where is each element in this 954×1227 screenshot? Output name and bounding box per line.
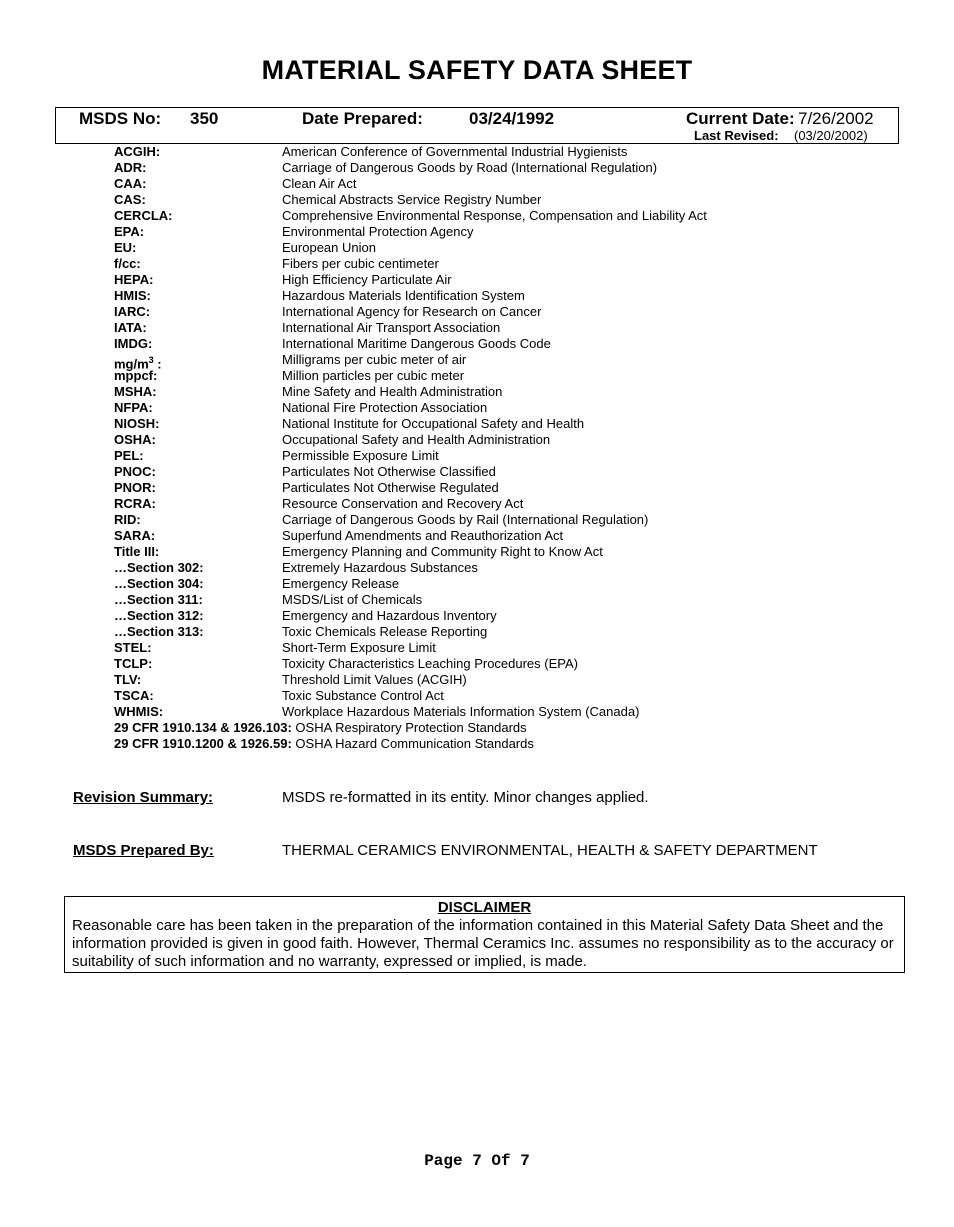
abbreviation-definition: Workplace Hazardous Materials Information System (Canada) [282, 704, 640, 719]
abbreviation-row [114, 544, 914, 560]
abbreviation-row [114, 656, 914, 672]
abbreviation-term: PEL: [114, 448, 144, 463]
msds-no-value: 350 [190, 109, 219, 128]
abbreviation-term: NFPA: [114, 400, 153, 415]
abbreviation-definition: Threshold Limit Values (ACGIH) [282, 672, 467, 687]
last-revised-value: (03/20/2002) [794, 128, 868, 143]
abbreviation-term: …Section 304: [114, 576, 204, 591]
abbreviation-definition: National Institute for Occupational Safety and Health [282, 416, 585, 431]
abbreviation-row [114, 336, 914, 352]
abbreviation-definition: International Agency for Research on Cancer [282, 304, 542, 319]
last-revised-label: Last Revised: [694, 128, 779, 143]
abbreviation-definition: Carriage of Dangerous Goods by Road (International Regulation) [282, 160, 658, 175]
abbreviation-row [114, 288, 914, 304]
abbreviation-term: …Section 313: [114, 624, 204, 639]
abbreviation-row [114, 432, 914, 448]
abbreviation-definition: Fibers per cubic centimeter [282, 256, 439, 271]
abbreviation-row [114, 144, 914, 160]
abbreviations-list [114, 144, 914, 752]
abbreviation-definition: Comprehensive Environmental Response, Compensation and Liability Act [282, 208, 707, 223]
date-prepared-value: 03/24/1992 [469, 109, 555, 128]
abbreviation-definition: National Fire Protection Association [282, 400, 488, 415]
abbreviation-definition: Milligrams per cubic meter of air [282, 352, 467, 367]
abbreviation-term: 29 CFR 1910.134 & 1926.103: [114, 720, 292, 735]
abbreviation-row [114, 736, 914, 752]
abbreviation-row [114, 448, 914, 464]
abbreviation-term: …Section 302: [114, 560, 204, 575]
disclaimer-box [64, 896, 905, 973]
abbreviation-term: IMDG: [114, 336, 153, 351]
abbreviation-term: CAA: [114, 176, 147, 191]
abbreviation-term: …Section 312: [114, 608, 204, 623]
page-number: Page 7 Of 7 [424, 1152, 530, 1170]
abbreviation-term: EU: [114, 240, 137, 255]
abbreviation-term: RCRA: [114, 496, 156, 511]
abbreviation-definition: European Union [282, 240, 376, 255]
abbreviation-definition: MSDS/List of Chemicals [282, 592, 423, 607]
abbreviation-term: NIOSH: [114, 416, 160, 431]
abbreviation-term: RID: [114, 512, 141, 527]
abbreviation-row [114, 384, 914, 400]
disclaimer-title: DISCLAIMER [437, 899, 532, 916]
abbreviation-definition: Emergency Planning and Community Right to Know Act [282, 544, 603, 559]
abbreviation-row [114, 512, 914, 528]
abbreviation-row [114, 688, 914, 704]
abbreviation-row [114, 256, 914, 272]
abbreviation-definition: Million particles per cubic meter [282, 368, 465, 383]
abbreviation-definition: Particulates Not Otherwise Regulated [282, 480, 499, 495]
abbreviation-row [114, 368, 914, 384]
abbreviation-definition: International Maritime Dangerous Goods Code [282, 336, 551, 351]
abbreviation-row [114, 192, 914, 208]
abbreviation-definition: OSHA Hazard Communication Standards [291, 736, 534, 751]
abbreviation-row [114, 208, 914, 224]
abbreviation-row [114, 640, 914, 656]
abbreviation-row [114, 304, 914, 320]
abbreviation-definition: Emergency and Hazardous Inventory [282, 608, 497, 623]
current-date-value: 7/26/2002 [798, 109, 874, 128]
abbreviation-row [114, 400, 914, 416]
abbreviation-term: IARC: [114, 304, 151, 319]
abbreviation-term: TLV: [114, 672, 142, 687]
abbreviation-row [114, 496, 914, 512]
abbreviation-row [114, 320, 914, 336]
abbreviation-term: ACGIH: [114, 144, 161, 159]
abbreviation-term: f/cc: [114, 256, 141, 271]
abbreviation-row [114, 480, 914, 496]
abbreviation-row [114, 416, 914, 432]
abbreviation-term: HEPA: [114, 272, 154, 287]
abbreviation-definition: High Efficiency Particulate Air [282, 272, 452, 287]
abbreviation-definition: Emergency Release [282, 576, 400, 591]
abbreviation-definition: Extremely Hazardous Substances [282, 560, 478, 575]
abbreviation-term: TCLP: [114, 656, 153, 671]
abbreviation-term: TSCA: [114, 688, 154, 703]
abbreviation-definition: OSHA Respiratory Protection Standards [291, 720, 527, 735]
abbreviation-definition: Particulates Not Otherwise Classified [282, 464, 496, 479]
abbreviation-row [114, 576, 914, 592]
abbreviation-row [114, 592, 914, 608]
abbreviation-definition: Occupational Safety and Health Administration [282, 432, 551, 447]
abbreviation-definition: Toxic Substance Control Act [282, 688, 444, 703]
abbreviation-definition: Toxicity Characteristics Leaching Procedures (EPA) [282, 656, 578, 671]
abbreviation-definition: Superfund Amendments and Reauthorization Act [282, 528, 564, 543]
abbreviation-row [114, 224, 914, 240]
abbreviation-term: EPA: [114, 224, 145, 239]
abbreviation-row [114, 352, 914, 372]
msds-no-label: MSDS No: [79, 109, 162, 128]
abbreviation-term: MSHA: [114, 384, 157, 399]
abbreviation-term: CAS: [114, 192, 146, 207]
abbreviation-definition: Clean Air Act [282, 176, 357, 191]
abbreviation-term: WHMIS: [114, 704, 164, 719]
abbreviation-row [114, 704, 914, 720]
abbreviation-definition: American Conference of Governmental Industrial Hygienists [282, 144, 628, 159]
abbreviation-row [114, 160, 914, 176]
abbreviation-row [114, 176, 914, 192]
abbreviation-term: 29 CFR 1910.1200 & 1926.59: [114, 736, 292, 751]
abbreviation-definition: Short-Term Exposure Limit [282, 640, 436, 655]
abbreviation-term: ADR: [114, 160, 147, 175]
abbreviation-term: PNOR: [114, 480, 156, 495]
abbreviation-definition: Environmental Protection Agency [282, 224, 474, 239]
abbreviation-definition: Carriage of Dangerous Goods by Rail (International Regulation) [282, 512, 649, 527]
abbreviation-row [114, 672, 914, 688]
abbreviation-definition: Resource Conservation and Recovery Act [282, 496, 524, 511]
abbreviation-term: mppcf: [114, 368, 158, 383]
abbreviation-term: CERCLA: [114, 208, 173, 223]
abbreviation-term: $mg/m^3$ : [114, 355, 162, 372]
revision-summary-label: Revision Summary: [73, 789, 214, 806]
abbreviation-term: HMIS: [114, 288, 151, 303]
prepared-by-label: MSDS Prepared By: [73, 842, 214, 859]
abbreviation-definition: International Air Transport Association [282, 320, 501, 335]
abbreviation-term: Title III: [114, 544, 160, 559]
disclaimer-body: Reasonable care has been taken in the preparation of the information contained in this Material Safety Data Sheet and the information provided is given in good faith. However, Thermal Ceramics Inc. assumes no responsibility as to the accuracy or suitability of such information and no warranty, expressed or implied, is made. [72, 917, 894, 970]
abbreviation-definition: Mine Safety and Health Administration [282, 384, 503, 399]
abbreviation-term: IATA: [114, 320, 147, 335]
abbreviation-definition: Permissible Exposure Limit [282, 448, 439, 463]
abbreviation-row [114, 528, 914, 544]
revision-summary-text: MSDS re-formatted in its entity. Minor changes applied. [282, 789, 649, 806]
abbreviation-row [114, 720, 914, 736]
abbreviation-definition: Chemical Abstracts Service Registry Number [282, 192, 542, 207]
abbreviation-row [114, 608, 914, 624]
msds-header-box [55, 107, 899, 144]
prepared-by-text: THERMAL CERAMICS ENVIRONMENTAL, HEALTH & SAFETY DEPARTMENT [282, 842, 818, 859]
date-prepared-label: Date Prepared: [302, 109, 423, 128]
abbreviation-term: PNOC: [114, 464, 156, 479]
document-title: MATERIAL SAFETY DATA SHEET [261, 55, 693, 85]
current-date-label: Current Date: [686, 109, 795, 128]
abbreviation-row [114, 464, 914, 480]
abbreviation-row [114, 624, 914, 640]
abbreviation-term: STEL: [114, 640, 152, 655]
abbreviation-row [114, 240, 914, 256]
abbreviation-row [114, 560, 914, 576]
abbreviation-term: …Section 311: [114, 592, 203, 607]
abbreviation-definition: Hazardous Materials Identification System [282, 288, 525, 303]
abbreviation-term: OSHA: [114, 432, 156, 447]
abbreviation-row [114, 272, 914, 288]
abbreviation-term: SARA: [114, 528, 156, 543]
abbreviation-definition: Toxic Chemicals Release Reporting [282, 624, 488, 639]
